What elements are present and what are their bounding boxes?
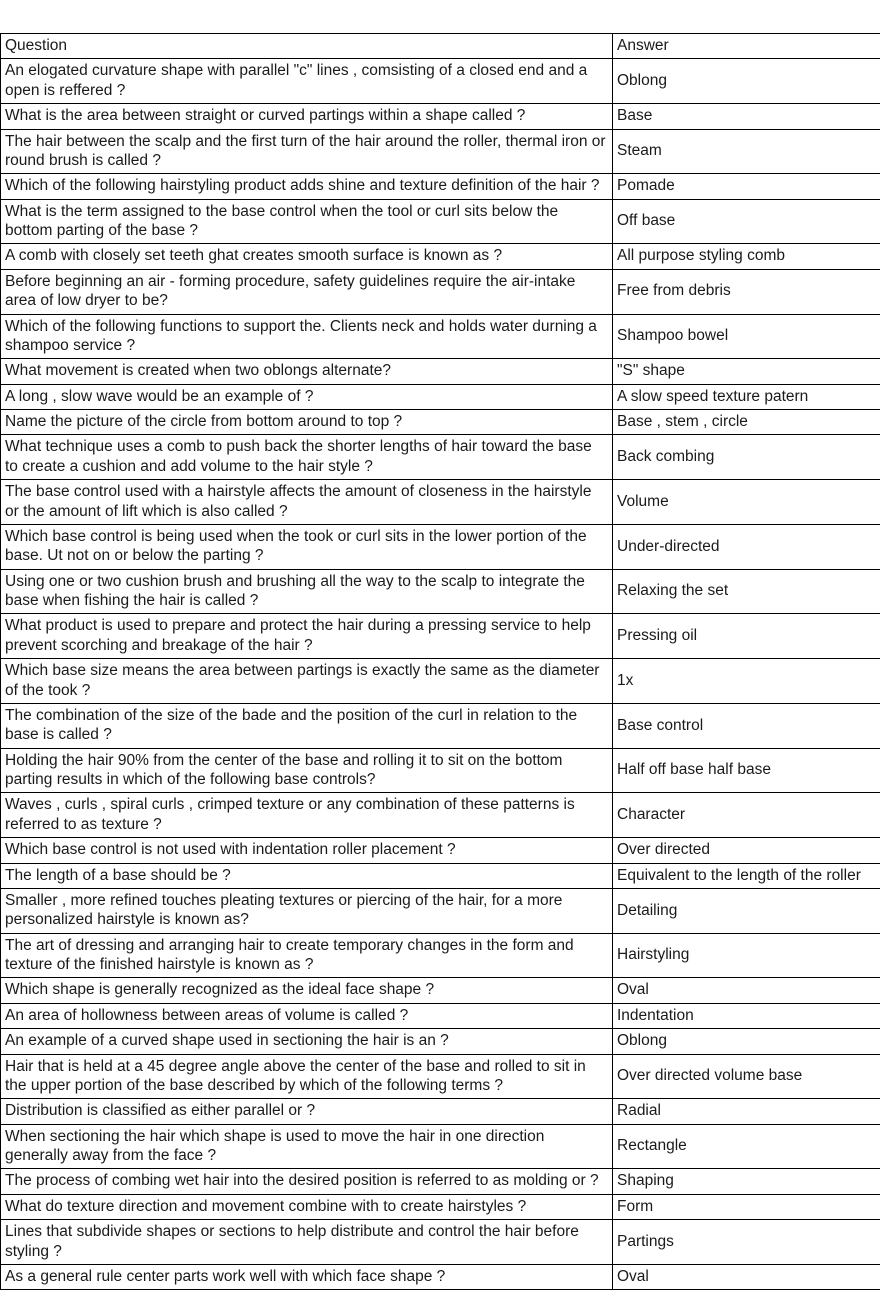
question-cell: What technique uses a comb to push back the shorter lengths of hair toward the base to create a cushion and add volume to the hair style ?: [1, 435, 613, 480]
question-cell: An elogated curvature shape with parallel "c" lines , comsisting of a closed end and a open is reffered ?: [1, 59, 613, 104]
answer-cell: Steam: [613, 129, 880, 174]
question-cell: Which of the following functions to support the. Clients neck and holds water durning a shampoo service ?: [1, 314, 613, 359]
question-cell: Hair that is held at a 45 degree angle above the center of the base and rolled to sit in the upper portion of the base described by which of the following terms ?: [1, 1054, 613, 1099]
answer-cell: Hairstyling: [613, 933, 880, 978]
question-cell: Holding the hair 90% from the center of the base and rolling it to sit on the bottom parting results in which of the following base controls?: [1, 748, 613, 793]
table-row: [1, 933, 880, 978]
question-cell: The length of a base should be ?: [1, 863, 613, 888]
table-row: [1, 480, 880, 525]
question-cell: Smaller , more refined touches pleating textures or piercing of the hair, for a more personalized hairstyle is known as?: [1, 888, 613, 933]
table-row: [1, 978, 880, 1003]
table-row: [1, 793, 880, 838]
table-row: [1, 888, 880, 933]
table-row: [1, 524, 880, 569]
answer-cell: Half off base half base: [613, 748, 880, 793]
table-row: [1, 1169, 880, 1194]
question-cell: Which of the following hairstyling product adds shine and texture definition of the hair ?: [1, 174, 613, 199]
question-cell: An area of hollowness between areas of volume is called ?: [1, 1003, 613, 1028]
answer-cell: Form: [613, 1194, 880, 1219]
answer-cell: Detailing: [613, 888, 880, 933]
question-cell: What movement is created when two oblongs alternate?: [1, 359, 613, 384]
answer-cell: Shampoo bowel: [613, 314, 880, 359]
qa-table-header: [1, 34, 880, 59]
answer-cell: Over directed volume base: [613, 1054, 880, 1099]
table-row: [1, 1194, 880, 1219]
table-row: [1, 1003, 880, 1028]
question-cell: What product is used to prepare and protect the hair during a pressing service to help prevent scorching and breakage of the hair ?: [1, 614, 613, 659]
answer-cell: Equivalent to the length of the roller: [613, 863, 880, 888]
table-row: [1, 59, 880, 104]
answer-cell: Base control: [613, 703, 880, 748]
answer-cell: Rectangle: [613, 1124, 880, 1169]
table-row: [1, 863, 880, 888]
question-cell: The art of dressing and arranging hair to create temporary changes in the form and texture of the finished hairstyle is known as ?: [1, 933, 613, 978]
table-row: [1, 1054, 880, 1099]
answer-cell: Shaping: [613, 1169, 880, 1194]
table-row: [1, 269, 880, 314]
question-column-header: Question: [1, 34, 613, 59]
question-cell: The hair between the scalp and the first turn of the hair around the roller, thermal iron or round brush is called ?: [1, 129, 613, 174]
qa-table-body: [1, 59, 880, 1290]
answer-cell: Base: [613, 104, 880, 129]
question-cell: As a general rule center parts work well with which face shape ?: [1, 1264, 613, 1289]
qa-table: [0, 33, 880, 1290]
table-row: [1, 384, 880, 409]
answer-cell: Volume: [613, 480, 880, 525]
question-cell: What is the term assigned to the base control when the tool or curl sits below the bottom parting of the base ?: [1, 199, 613, 244]
table-row: [1, 1220, 880, 1265]
answer-cell: Oval: [613, 1264, 880, 1289]
answer-cell: Back combing: [613, 435, 880, 480]
question-cell: Which base size means the area between partings is exactly the same as the diameter of the took ?: [1, 659, 613, 704]
question-cell: Which base control is not used with indentation roller placement ?: [1, 838, 613, 863]
question-cell: Which base control is being used when the took or curl sits in the lower portion of the base. Ut not on or below the parting ?: [1, 524, 613, 569]
question-cell: The combination of the size of the bade and the position of the curl in relation to the base is called ?: [1, 703, 613, 748]
answer-cell: Relaxing the set: [613, 569, 880, 614]
answer-cell: A slow speed texture patern: [613, 384, 880, 409]
header-row: [1, 34, 880, 59]
table-row: [1, 703, 880, 748]
table-row: [1, 838, 880, 863]
table-row: [1, 1264, 880, 1289]
table-row: [1, 199, 880, 244]
question-cell: A comb with closely set teeth ghat creates smooth surface is known as ?: [1, 244, 613, 269]
question-cell: The process of combing wet hair into the desired position is referred to as molding or ?: [1, 1169, 613, 1194]
answer-cell: Under-directed: [613, 524, 880, 569]
table-row: [1, 410, 880, 435]
answer-column-header: Answer: [613, 34, 880, 59]
table-row: [1, 1099, 880, 1124]
question-cell: The base control used with a hairstyle affects the amount of closeness in the hairstyle or the amount of lift which is also called ?: [1, 480, 613, 525]
answer-cell: All purpose styling comb: [613, 244, 880, 269]
question-cell: What do texture direction and movement combine with to create hairstyles ?: [1, 1194, 613, 1219]
answer-cell: Oblong: [613, 59, 880, 104]
answer-cell: "S" shape: [613, 359, 880, 384]
question-cell: Distribution is classified as either parallel or ?: [1, 1099, 613, 1124]
answer-cell: Pomade: [613, 174, 880, 199]
table-row: [1, 104, 880, 129]
answer-cell: Over directed: [613, 838, 880, 863]
answer-cell: Pressing oil: [613, 614, 880, 659]
answer-cell: Free from debris: [613, 269, 880, 314]
table-row: [1, 748, 880, 793]
table-row: [1, 659, 880, 704]
table-row: [1, 435, 880, 480]
answer-cell: Partings: [613, 1220, 880, 1265]
question-cell: Using one or two cushion brush and brushing all the way to the scalp to integrate the base when fishing the hair is called ?: [1, 569, 613, 614]
table-row: [1, 244, 880, 269]
table-row: [1, 1029, 880, 1054]
question-cell: An example of a curved shape used in sectioning the hair is an ?: [1, 1029, 613, 1054]
table-row: [1, 314, 880, 359]
answer-cell: Indentation: [613, 1003, 880, 1028]
table-row: [1, 174, 880, 199]
question-cell: Which shape is generally recognized as the ideal face shape ?: [1, 978, 613, 1003]
question-cell: When sectioning the hair which shape is used to move the hair in one direction generally away from the face ?: [1, 1124, 613, 1169]
table-row: [1, 129, 880, 174]
table-row: [1, 359, 880, 384]
answer-cell: Oval: [613, 978, 880, 1003]
question-cell: Before beginning an air - forming procedure, safety guidelines require the air-intake area of low dryer to be?: [1, 269, 613, 314]
answer-cell: 1x: [613, 659, 880, 704]
question-cell: A long , slow wave would be an example of ?: [1, 384, 613, 409]
answer-cell: Character: [613, 793, 880, 838]
table-row: [1, 614, 880, 659]
answer-cell: Radial: [613, 1099, 880, 1124]
answer-cell: Base , stem , circle: [613, 410, 880, 435]
question-cell: Lines that subdivide shapes or sections to help distribute and control the hair before styling ?: [1, 1220, 613, 1265]
answer-cell: Off base: [613, 199, 880, 244]
table-row: [1, 569, 880, 614]
question-cell: Name the picture of the circle from bottom around to top ?: [1, 410, 613, 435]
question-cell: Waves , curls , spiral curls , crimped texture or any combination of these patterns is referred to as texture ?: [1, 793, 613, 838]
question-cell: What is the area between straight or curved partings within a shape called ?: [1, 104, 613, 129]
table-row: [1, 1124, 880, 1169]
answer-cell: Oblong: [613, 1029, 880, 1054]
